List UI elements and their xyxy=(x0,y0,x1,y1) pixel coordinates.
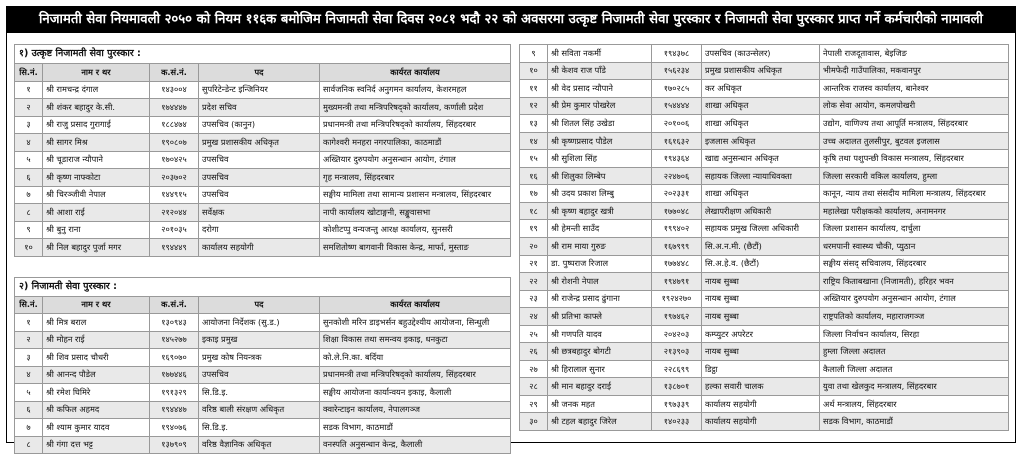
cell-code: १५४४४४ xyxy=(652,97,702,115)
cell-sn: ११ xyxy=(520,80,548,98)
section1-heading: १) उत्कृष्ट निजामती सेवा पुरस्कार : xyxy=(14,44,511,63)
right-column xyxy=(519,44,1009,431)
table-row xyxy=(520,220,1009,238)
cell-name: श्री सागर मिश्र xyxy=(43,134,150,152)
cell-name: श्री मित्र बराल xyxy=(43,314,150,332)
header-office: कार्यरत कार्यालय xyxy=(320,296,511,314)
cell-office: प्रधानमन्त्री तथा मन्त्रिपरिषद्को कार्यालय, सिंहदरबार xyxy=(320,366,511,384)
cell-office: सडक विभाग, काठमाडौं xyxy=(820,413,1009,431)
cell-sn: २५ xyxy=(520,325,548,343)
cell-code: २२४७०६ xyxy=(652,167,702,185)
cell-name: श्री बुनु राना xyxy=(43,221,150,239)
section1-table xyxy=(14,63,511,257)
cell-code: १६१६३२ xyxy=(652,132,702,150)
cell-name: श्री प्रेम कुमार पोखरेल xyxy=(548,97,652,115)
cell-name: श्री कृष्णप्रसाद पौडेल xyxy=(548,132,652,150)
cell-post: आयोजना निर्देशक (सु.ड.) xyxy=(199,314,320,332)
cell-post: दरोगा xyxy=(199,221,320,239)
cell-sn: ७ xyxy=(15,186,43,204)
cell-post: सि.डि.इ. xyxy=(199,384,320,402)
cell-code: १९७४६२ xyxy=(652,308,702,326)
header-post: पद xyxy=(199,296,320,314)
cell-post: सि.अ.हे.व. (छैटौं) xyxy=(702,255,820,273)
cell-code: २१३९०३ xyxy=(652,343,702,361)
cell-name: श्री रमेश घिमिरे xyxy=(43,384,150,402)
header-post: पद xyxy=(199,64,320,82)
table-row xyxy=(520,413,1009,431)
cell-sn: १६ xyxy=(520,167,548,185)
table-row xyxy=(520,167,1009,185)
cell-name: श्री जनक महत xyxy=(548,395,652,413)
cell-office: उच्च अदालत तुलसीपुर, बुटवल इजलास xyxy=(820,132,1009,150)
cell-name: श्री आशा राई xyxy=(43,204,150,222)
cell-post: इकाइ प्रमुख xyxy=(199,331,320,349)
cell-code: १७०२८५ xyxy=(652,80,702,98)
table-row xyxy=(520,378,1009,396)
table-row xyxy=(15,349,511,367)
cell-office: अख्तियार दुरुपयोग अनुसन्धान आयोग, टंगाल xyxy=(320,151,511,169)
cell-code: १९४३६४ xyxy=(652,150,702,168)
cell-sn: १८ xyxy=(520,202,548,220)
cell-post: शाखा अधिकृत xyxy=(702,97,820,115)
cell-office: क्वारेन्टाइन कार्यालय, नेपालगञ्ज xyxy=(320,401,511,419)
cell-sn: १ xyxy=(15,314,43,332)
cell-post: प्रमुख प्रशासकीय अधिकृत xyxy=(702,62,820,80)
cell-name: श्री सविता नकर्मी xyxy=(548,45,652,63)
cell-sn: २ xyxy=(15,99,43,117)
header-code: क.सं.नं. xyxy=(150,296,199,314)
cell-code: १७७०४८ xyxy=(652,202,702,220)
table-row xyxy=(15,186,511,204)
cell-name: श्री मोहन राई xyxy=(43,331,150,349)
table-row xyxy=(520,343,1009,361)
cell-sn: २ xyxy=(15,331,43,349)
cell-sn: ३ xyxy=(15,116,43,134)
cell-office: भीमफेदी गाउँपालिका, मकवानपुर xyxy=(820,62,1009,80)
cell-code: १७७४४८ xyxy=(652,255,702,273)
cell-sn: १९ xyxy=(520,220,548,238)
table-row xyxy=(15,169,511,187)
table-row xyxy=(520,80,1009,98)
cell-sn: ४ xyxy=(15,366,43,384)
cell-office: लोक सेवा आयोग, कमलपोखरी xyxy=(820,97,1009,115)
cell-code: १४३००४ xyxy=(150,81,199,99)
cell-office: कानून, न्याय तथा संसदीय मामिला मन्त्रालय, सिंहदरबार xyxy=(820,185,1009,203)
cell-post: खाद्य अनुसन्धान अधिकृत xyxy=(702,150,820,168)
cell-name: श्री रोशनी नेपाल xyxy=(548,273,652,291)
cell-post: नायब सुब्बा xyxy=(702,343,820,361)
section2-continued-body xyxy=(520,45,1009,431)
cell-post: लेखापरीक्षण अधिकारी xyxy=(702,202,820,220)
cell-name: श्री श्याम कुमार यादव xyxy=(43,419,150,437)
cell-sn: ६ xyxy=(15,401,43,419)
cell-office: मुख्यमन्त्री तथा मन्त्रिपरिषद्को कार्यालय, कर्णाली प्रदेश xyxy=(320,99,511,117)
table-row xyxy=(15,331,511,349)
table-row xyxy=(15,314,511,332)
page-title: निजामती सेवा नियमावली २०५० को नियम ११६क बमोजिम निजामती सेवा दिवस २०८१ भदौ २२ को अवसरमा उत्कृष्ट निजामती सेवा पुरस्कार र निजामती सेवा पुरस्कार प्राप्त गर्ने कर्मचारीको नामावली xyxy=(6,6,1016,33)
cell-sn: १५ xyxy=(520,150,548,168)
cell-office: राष्ट्रपतिको कार्यालय, महाराजगञ्ज xyxy=(820,308,1009,326)
cell-office: वनस्पति अनुसन्धान केन्द्र, कैलाली xyxy=(320,436,511,454)
header-sn: सि.नं. xyxy=(15,64,43,82)
cell-office: जिल्ला सरकारी वकिल कार्यालय, हुम्ला xyxy=(820,167,1009,185)
cell-name: श्री प्रतिभा काफ्ले xyxy=(548,308,652,326)
table-row xyxy=(15,151,511,169)
table-row xyxy=(15,436,511,454)
cell-sn: १४ xyxy=(520,132,548,150)
cell-code: १७७४४६ xyxy=(150,366,199,384)
cell-code: १७०४२५ xyxy=(150,151,199,169)
cell-code: १९४०७६ xyxy=(150,419,199,437)
cell-name: श्री मान बहादुर दराई xyxy=(548,378,652,396)
cell-office: जिल्ला प्रशासन कार्यालय, दार्चुला xyxy=(820,220,1009,238)
cell-name: श्री रामचन्द्र दंगाल xyxy=(43,81,150,99)
header-name: नाम र थर xyxy=(43,296,150,314)
cell-sn: ९ xyxy=(15,221,43,239)
cell-sn: २८ xyxy=(520,378,548,396)
cell-sn: ५ xyxy=(15,151,43,169)
cell-name: श्री राम माया गुरुङ xyxy=(548,238,652,256)
table-row xyxy=(520,360,1009,378)
cell-sn: २४ xyxy=(520,308,548,326)
section-gap xyxy=(14,257,511,277)
cell-name: श्री शिव प्रसाद चौधरी xyxy=(43,349,150,367)
cell-code: १९४७९१ xyxy=(652,273,702,291)
cell-office: सङ्घीय आयोजना कार्यान्वयन इकाइ, कैलाली xyxy=(320,384,511,402)
cell-post: सर्वेक्षक xyxy=(199,204,320,222)
cell-post: हल्का सवारी चालक xyxy=(702,378,820,396)
table-row xyxy=(15,116,511,134)
cell-office: जिल्ला निर्वाचन कार्यालय, सिरहा xyxy=(820,325,1009,343)
cell-code: १५६२३४ xyxy=(652,62,702,80)
cell-name: श्री कफिल अहमद xyxy=(43,401,150,419)
cell-sn: २१ xyxy=(520,255,548,273)
cell-post: प्रमुख कोष नियन्त्रक xyxy=(199,349,320,367)
table-row xyxy=(520,185,1009,203)
cell-sn: ३० xyxy=(520,413,548,431)
cell-code: १६७९९९ xyxy=(652,238,702,256)
cell-code: १९४४४९ xyxy=(150,239,199,257)
cell-code: १४०२३३ xyxy=(652,413,702,431)
cell-name: श्री वेद प्रसाद न्यौपाने xyxy=(548,80,652,98)
cell-name: श्री निल बहादुर पुर्जा मगर xyxy=(43,239,150,257)
cell-post: कार्यालय सहयोगी xyxy=(702,395,820,413)
cell-code: १९९४०२ xyxy=(652,220,702,238)
cell-sn: १ xyxy=(15,81,43,99)
header-name: नाम र थर xyxy=(43,64,150,82)
cell-code: १४४९१५ xyxy=(150,186,199,204)
cell-office: कृषि तथा पशुपन्छी विकास मन्त्रालय, सिंहदरबार xyxy=(820,150,1009,168)
cell-post: प्रमुख प्रशासकीय अधिकृत xyxy=(199,134,320,152)
cell-name: श्री सुशिला सिंह xyxy=(548,150,652,168)
section2-body xyxy=(15,314,511,454)
cell-code: २०२३३१ xyxy=(652,185,702,203)
cell-office: शिक्षा विकास तथा समन्वय इकाइ, धनकुटा xyxy=(320,331,511,349)
cell-post: उपसचिव xyxy=(199,151,320,169)
cell-name: श्री चिरञ्जीवी नेपाल xyxy=(43,186,150,204)
table-row xyxy=(520,115,1009,133)
table-row xyxy=(520,273,1009,291)
cell-office: सुनकोशी मरिन डाइभर्सन बहुउद्देश्यीय आयोजना, सिन्धुली xyxy=(320,314,511,332)
cell-name: श्री केशव राज पाँडे xyxy=(548,62,652,80)
header-code: क.सं.नं. xyxy=(150,64,199,82)
cell-office: नेपाली राजदूतावास, बेइजिङ xyxy=(820,45,1009,63)
table-row xyxy=(520,45,1009,63)
cell-sn: २३ xyxy=(520,290,548,308)
cell-post: उपसचिव xyxy=(199,366,320,384)
cell-post: उपसचिव (कानुन) xyxy=(199,116,320,134)
table-row xyxy=(15,401,511,419)
section2-heading: २) निजामती सेवा पुरस्कार : xyxy=(14,277,511,296)
cell-sn: ५ xyxy=(15,384,43,402)
cell-office: प्रधानमन्त्री तथा मन्त्रिपरिषद्को कार्यालय, सिंहदरबार xyxy=(320,116,511,134)
cell-code: १३७९०९ xyxy=(150,436,199,454)
cell-post: सि.अ.न.मी. (छैटौं) xyxy=(702,238,820,256)
left-column xyxy=(14,44,511,454)
cell-code: १८८४७४ xyxy=(150,116,199,134)
cell-name: श्री टहल बहादुर जिरेल xyxy=(548,413,652,431)
table-row xyxy=(520,132,1009,150)
table-row xyxy=(520,202,1009,220)
cell-office: समशितोष्ण बागवानी विकास केन्द्र, मार्फा, मुस्ताङ xyxy=(320,239,511,257)
cell-office: उद्योग, वाणिज्य तथा आपूर्ति मन्त्रालय, सिंहदरबार xyxy=(820,115,1009,133)
cell-office: युवा तथा खेलकुद मन्त्रालय, सिंहदरबार xyxy=(820,378,1009,396)
cell-sn: ८ xyxy=(15,436,43,454)
cell-post: शाखा अधिकृत xyxy=(702,115,820,133)
section2-continued-table xyxy=(519,44,1009,431)
cell-code: १९४४४७ xyxy=(150,401,199,419)
cell-office: सङ्घीय मामिला तथा सामान्य प्रशासन मन्त्रालय, सिंहदरबार xyxy=(320,186,511,204)
cell-code: १९४३७८ xyxy=(652,45,702,63)
cell-sn: ७ xyxy=(15,419,43,437)
cell-post: सि.डि.इ. xyxy=(199,419,320,437)
cell-sn: १२ xyxy=(520,97,548,115)
cell-office: कोशीटप्पु वन्यजन्तु आरक्ष कार्यालय, सुनसरी xyxy=(320,221,511,239)
cell-post: कर अधिकृत xyxy=(702,80,820,98)
cell-office: नापी कार्यालय खोटाङ्गनी, सङ्खुवासभा xyxy=(320,204,511,222)
cell-sn: ३ xyxy=(15,349,43,367)
table-row xyxy=(15,239,511,257)
cell-code: १३०९४३ xyxy=(150,314,199,332)
table-row xyxy=(520,62,1009,80)
cell-name: श्री राजेन्द्र प्रसाद ढुंगाना xyxy=(548,290,652,308)
table-row xyxy=(520,255,1009,273)
cell-office: राष्ट्रिय किताबखाना (निजामती), हरिहर भवन xyxy=(820,273,1009,291)
cell-office: को.ले.नि.का. बर्दिया xyxy=(320,349,511,367)
cell-code: १७४४४७ xyxy=(150,99,199,117)
cell-office: महालेखा परीक्षकको कार्यालय, अनामनगर xyxy=(820,202,1009,220)
table-row xyxy=(15,81,511,99)
cell-post: नायब सुब्बा xyxy=(702,290,820,308)
cell-name: श्री हेमन्ती साउँद xyxy=(548,220,652,238)
cell-code: २२८६९९ xyxy=(652,360,702,378)
cell-name: श्री हिरालाल सुनार xyxy=(548,360,652,378)
cell-office: धरमपानी स्वास्थ्य चौकी, प्युठान xyxy=(820,238,1009,256)
table-row xyxy=(520,150,1009,168)
table-row xyxy=(15,134,511,152)
cell-post: नायब सुब्बा xyxy=(702,308,820,326)
cell-office: गृह मन्त्रालय, सिंहदरबार xyxy=(320,169,511,187)
cell-name: डा. पुष्पराज रिजाल xyxy=(548,255,652,273)
cell-code: २०३७०२ xyxy=(150,169,199,187)
cell-name: श्री गणपति यादव xyxy=(548,325,652,343)
table-row xyxy=(15,366,511,384)
table-row xyxy=(520,97,1009,115)
cell-post: कम्प्युटर अपरेटर xyxy=(702,325,820,343)
cell-sn: १० xyxy=(520,62,548,80)
cell-name: श्री छत्रबहादुर बोगटी xyxy=(548,343,652,361)
table-row xyxy=(15,221,511,239)
cell-sn: १७ xyxy=(520,185,548,203)
cell-code: २०१०३५ xyxy=(150,221,199,239)
table-row xyxy=(520,290,1009,308)
cell-post: कार्यालय सहयोगी xyxy=(199,239,320,257)
cell-name: श्री आनन्द पौडेल xyxy=(43,366,150,384)
cell-office: आन्तरिक राजस्व कार्यालय, बानेश्वर xyxy=(820,80,1009,98)
cell-sn: २७ xyxy=(520,360,548,378)
cell-office: कैलाली जिल्ला अदालत xyxy=(820,360,1009,378)
cell-sn: १३ xyxy=(520,115,548,133)
cell-office: अर्थ मन्त्रालय, सिंहदरबार xyxy=(820,395,1009,413)
cell-office: सङ्घीय संसद् सचिवालय, सिंहदरबार xyxy=(820,255,1009,273)
cell-name: श्री शिलुका लिम्बेप xyxy=(548,167,652,185)
cell-post: सुपरिटेन्डेन्ट इन्जिनियर xyxy=(199,81,320,99)
cell-post: सहायक प्रमुख जिल्ला अधिकारी xyxy=(702,220,820,238)
cell-code: १९१३२९ xyxy=(150,384,199,402)
cell-name: श्री शंकर बहादुर के.सी. xyxy=(43,99,150,117)
cell-post: कार्यालय सहयोगी xyxy=(702,413,820,431)
cell-sn: ९ xyxy=(520,45,548,63)
cell-code: १९२४२७० xyxy=(652,290,702,308)
cell-code: १४५२७७ xyxy=(150,331,199,349)
cell-code: १९७३३९ xyxy=(652,395,702,413)
cell-sn: ८ xyxy=(15,204,43,222)
table-row xyxy=(15,99,511,117)
cell-post: वरिष्ठ बाली संरक्षण अधिकृत xyxy=(199,401,320,419)
cell-name: श्री चूडाराज न्यौपाने xyxy=(43,151,150,169)
cell-office: कागेश्वरी मनहरा नगरपालिका, काठमाडौं xyxy=(320,134,511,152)
cell-sn: २६ xyxy=(520,343,548,361)
cell-sn: ६ xyxy=(15,169,43,187)
cell-code: २०४२०३ xyxy=(652,325,702,343)
table-row xyxy=(520,238,1009,256)
cell-post: प्रदेश सचिव xyxy=(199,99,320,117)
cell-office: हुम्ला जिल्ला अदालत xyxy=(820,343,1009,361)
cell-sn: ४ xyxy=(15,134,43,152)
cell-post: नायब सुब्बा xyxy=(702,273,820,291)
cell-name: श्री राजु प्रसाद गुरागाई xyxy=(43,116,150,134)
section1-body xyxy=(15,81,511,256)
cell-code: १३८७०१ xyxy=(652,378,702,396)
cell-sn: १० xyxy=(15,239,43,257)
cell-code: १६९०७० xyxy=(150,349,199,367)
cell-sn: २२ xyxy=(520,273,548,291)
cell-post: सहायक जिल्ला न्यायाधिवक्ता xyxy=(702,167,820,185)
section2-table xyxy=(14,296,511,454)
table-row xyxy=(15,204,511,222)
cell-name: श्री शितल सिंह उखेडा xyxy=(548,115,652,133)
table-row xyxy=(520,308,1009,326)
header-office: कार्यरत कार्यालय xyxy=(320,64,511,82)
cell-post: उपसचिव xyxy=(199,186,320,204)
table-row xyxy=(15,419,511,437)
cell-name: श्री कृष्ण नाफ्कोटा xyxy=(43,169,150,187)
cell-post: उपसचिव xyxy=(199,169,320,187)
cell-post: शाखा अधिकृत xyxy=(702,185,820,203)
cell-office: अख्तियार दुरुपयोग अनुसन्धान आयोग, टंगाल xyxy=(820,290,1009,308)
cell-code: २०१००६ xyxy=(652,115,702,133)
header-sn: सि.नं. xyxy=(15,296,43,314)
cell-post: उपसचिव (काउन्सेलर) xyxy=(702,45,820,63)
cell-post: इजलास अधिकृत xyxy=(702,132,820,150)
cell-office: सडक विभाग, काठमाडौं xyxy=(320,419,511,437)
cell-name: श्री उदय प्रकाश लिम्बु xyxy=(548,185,652,203)
table-row xyxy=(520,395,1009,413)
table-row xyxy=(520,325,1009,343)
cell-name: श्री कृष्ण बहादुर खत्री xyxy=(548,202,652,220)
table-row xyxy=(15,384,511,402)
cell-office: सार्वजनिक स्वनिर्द अनुगमन कार्यालय, केशरमहल xyxy=(320,81,511,99)
cell-post: डिट्ठा xyxy=(702,360,820,378)
cell-code: २१२०४४ xyxy=(150,204,199,222)
cell-code: १९०८०७ xyxy=(150,134,199,152)
cell-sn: २९ xyxy=(520,395,548,413)
cell-post: वरिष्ठ वैज्ञानिक अधिकृत xyxy=(199,436,320,454)
cell-name: श्री गंगा दत्त भट्ट xyxy=(43,436,150,454)
cell-sn: २० xyxy=(520,238,548,256)
